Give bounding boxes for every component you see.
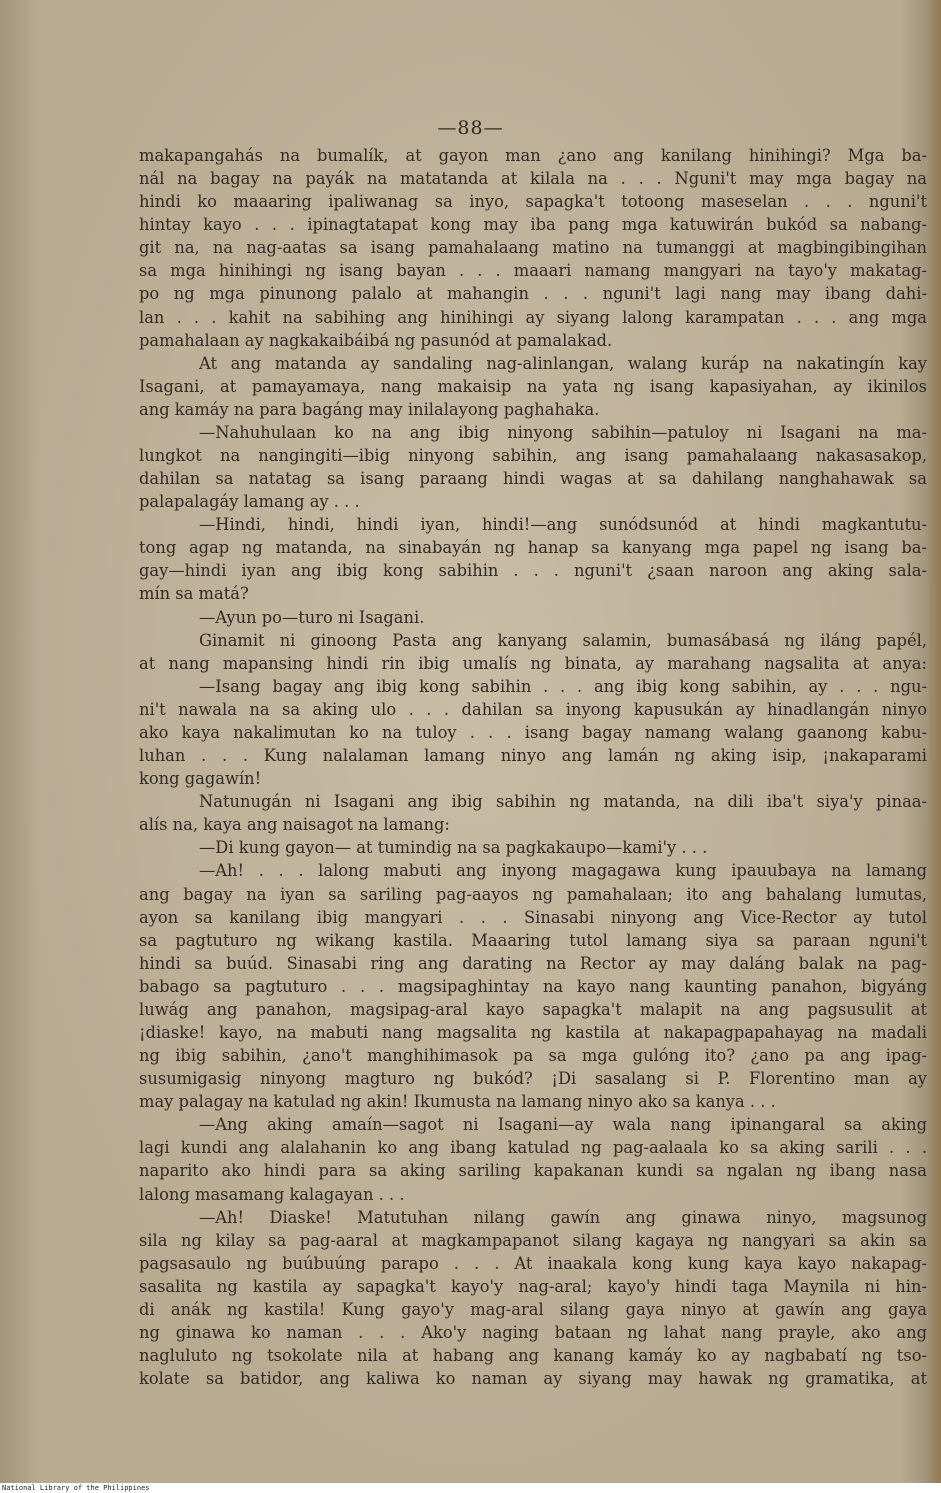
text-line: po ng mga pinunong palalo at mahangin . . . nguni't lagi nang may ibang dahi- [139, 284, 927, 304]
text-line: nagluluto ng tsokolate nila at habang ang kanang kamáy ko ay nagbabatí ng tso- [139, 1346, 927, 1366]
text-line: —Di kung gayon— at tumindig na sa pagkakaupo—kami'y . . . [199, 838, 708, 858]
text-line: at nang mapansing hindi rin ibig umalís ng binata, ay marahang nagsalita at anya: [139, 653, 927, 673]
text-line: —Ah! Diaske! Matutuhan nilang gawín ang ginawa ninyo, magsunog [199, 1207, 927, 1227]
text-line: ni't nawala na sa aking ulo . . . dahilan sa inyong kapusukán ay hinadlangán ninyo [139, 699, 927, 719]
footer-credit: National Library of the Philippines [2, 1484, 150, 1492]
text-line: Ginamit ni ginoong Pasta ang kanyang salamin, bumasábasá ng iláng papél, [199, 630, 927, 650]
text-line: gay—hindi iyan ang ibig kong sabihin . . . nguni't ¿saan naroon ang aking sala- [139, 561, 927, 581]
text-line: lan . . . kahit na sabihing ang hinihingi ay siyang lalong karampatan . . . ang mga [139, 307, 927, 327]
text-line: pagsasaulo ng buúbuúng parapo . . . At inaakala kong kung kaya kayo nakapag- [139, 1253, 927, 1273]
text-line: lagi kundi ang alalahanin ko ang ibang katulad ng pag-aalaala ko sa aking sarili . . . [139, 1138, 927, 1158]
text-line: lungkot na nangingiti—ibig ninyong sabihin, ang isang pamahalaang nakasasakop, [139, 446, 927, 466]
text-line: ng ibig sabihin, ¿ano't manghihimasok pa sa mga gulóng ito? ¿ano pa ang ipag- [139, 1046, 927, 1066]
text-line: mín sa matá? [139, 584, 249, 604]
text-line: pamahalaan ay nagkakaibáibá ng pasunód at pamalakad. [139, 330, 613, 350]
text-line: —Ayun po—turo ni Isagani. [199, 607, 425, 627]
text-line: —Hindi, hindi, hindi iyan, hindi!—ang sunódsunód at hindi magkantutu- [199, 515, 927, 535]
text-line: ¡diaske! kayo, na mabuti nang magsalita ng kastila at nakapagpapahayag na madali [139, 1022, 927, 1042]
text-line: sa pagtuturo ng wikang kastila. Maaaring tutol lamang siya sa paraan nguni't [139, 930, 927, 950]
text-line: ang kamáy na para bagáng may inilalayong paghahaka. [139, 399, 600, 419]
page-number: —88— [437, 117, 504, 139]
text-line: sasalita ng kastila ay sapagka't kayo'y nag-aral; kayo'y hindi taga Maynila ni hin- [139, 1276, 927, 1296]
text-line: kolate sa batidor, ang kaliwa ko naman ay siyang may hawak ng gramatika, at [139, 1369, 927, 1389]
text-line: tong agap ng matanda, na sinabayán ng hanap sa kanyang mga papel ng isang ba- [139, 538, 927, 558]
text-line: At ang matanda ay sandaling nag-alinlangan, walang kuráp na nakatingín kay [199, 353, 927, 373]
text-line: hindi sa buúd. Sinasabi ring ang darating na Rector ay may daláng balak na pag- [139, 953, 927, 973]
text-line: susumigasig ninyong magturo ng bukód? ¡Di sasalang si P. Florentino man ay [139, 1069, 927, 1089]
text-line: alís na, kaya ang naisagot na lamang: [139, 815, 450, 835]
text-line: —Nahuhulaan ko na ang ibig ninyong sabihin—patuloy ni Isagani na ma- [199, 422, 927, 442]
text-line: kong gagawín! [139, 769, 262, 789]
text-line: lalong masamang kalagayan . . . [139, 1184, 405, 1204]
text-line: di anák ng kastila! Kung gayo'y mag-aral silang gaya ninyo at gawín ang gaya [139, 1299, 927, 1319]
text-line: sa mga hinihingi ng isang bayan . . . maaari namang mangyari na tayo'y makatag- [139, 261, 927, 281]
text-line: ang bagay na iyan sa sariling pag-aayos ng pamahalaan; ito ang bahalang lumutas, [139, 884, 927, 904]
text-line: —Isang bagay ang ibig kong sabihin . . . ang ibig kong sabihin, ay . . . ngu- [199, 676, 927, 696]
text-line: luwág ang panahon, magsipag-aral kayo sapagka't malapit na ang pagsusulit at [139, 999, 927, 1019]
text-line: ayon sa kanilang ibig mangyari . . . Sinasabi ninyong ang Vice-Rector ay tutol [139, 907, 927, 927]
footer-bar [0, 1483, 941, 1493]
text-line: —Ang aking amaín—sagot ni Isagani—ay wala nang ipinangaral sa aking [199, 1115, 927, 1135]
text-line: may palagay na katulad ng akin! Ikumusta na lamang ninyo ako sa kanya . . . [139, 1092, 776, 1112]
text-line: palapalagáy lamang ay . . . [139, 492, 360, 512]
text-line: ng ginawa ko naman . . . Ako'y naging bataan ng lahat nang prayle, ako ang [139, 1322, 927, 1342]
text-line: hintay kayo . . . ipinagtatapat kong may iba pang mga katuwirán bukód sa nabang- [139, 215, 927, 235]
text-line: hindi ko maaaring ipaliwanag sa inyo, sapagka't totoong maseselan . . . nguni't [139, 192, 927, 212]
text-line: babago sa pagtuturo . . . magsipaghintay na kayo nang kaunting panahon, bigyáng [139, 976, 927, 996]
text-line: dahilan sa natatag sa isang paraang hindi wagas at sa dahilang nanghahawak sa [139, 469, 927, 489]
text-line: nál na bagay na payák na matatanda at kilala na . . . Nguni't may mga bagay na [139, 169, 927, 189]
text-line: naparito ako hindi para sa aking sariling kapakanan kundi sa ngalan ng ibang nasa [139, 1161, 927, 1181]
text-line: Isagani, at pamayamaya, nang makaisip na yata ng isang kapasiyahan, ay ikinilos [139, 376, 927, 396]
text-line: makapangahás na bumalík, at gayon man ¿ano ang kanilang hinihingi? Mga ba- [139, 146, 927, 165]
text-line: git na, na nag-aatas sa isang pamahalaang matino na tumanggi at magbingibingihan [139, 238, 927, 258]
text-line: sila ng kilay sa pag-aaral at magkampapanot silang kagaya ng nangyari sa akin sa [139, 1230, 927, 1250]
text-line: ako kaya nakalimutan ko na tuloy . . . isang bagay namang walang gaanong kabu- [139, 722, 927, 742]
page-edge-shadow [927, 0, 941, 1493]
text-line: —Ah! . . . lalong mabuti ang inyong magagawa kung ipauubaya na lamang [199, 861, 927, 881]
text-line: luhan . . . Kung nalalaman lamang ninyo ang lamán ng aking isip, ¡nakaparami [139, 746, 927, 766]
text-body [139, 144, 927, 1390]
text-line: Natunugán ni Isagani ang ibig sabihin ng matanda, na dili iba't siya'y pinaa- [199, 792, 927, 812]
